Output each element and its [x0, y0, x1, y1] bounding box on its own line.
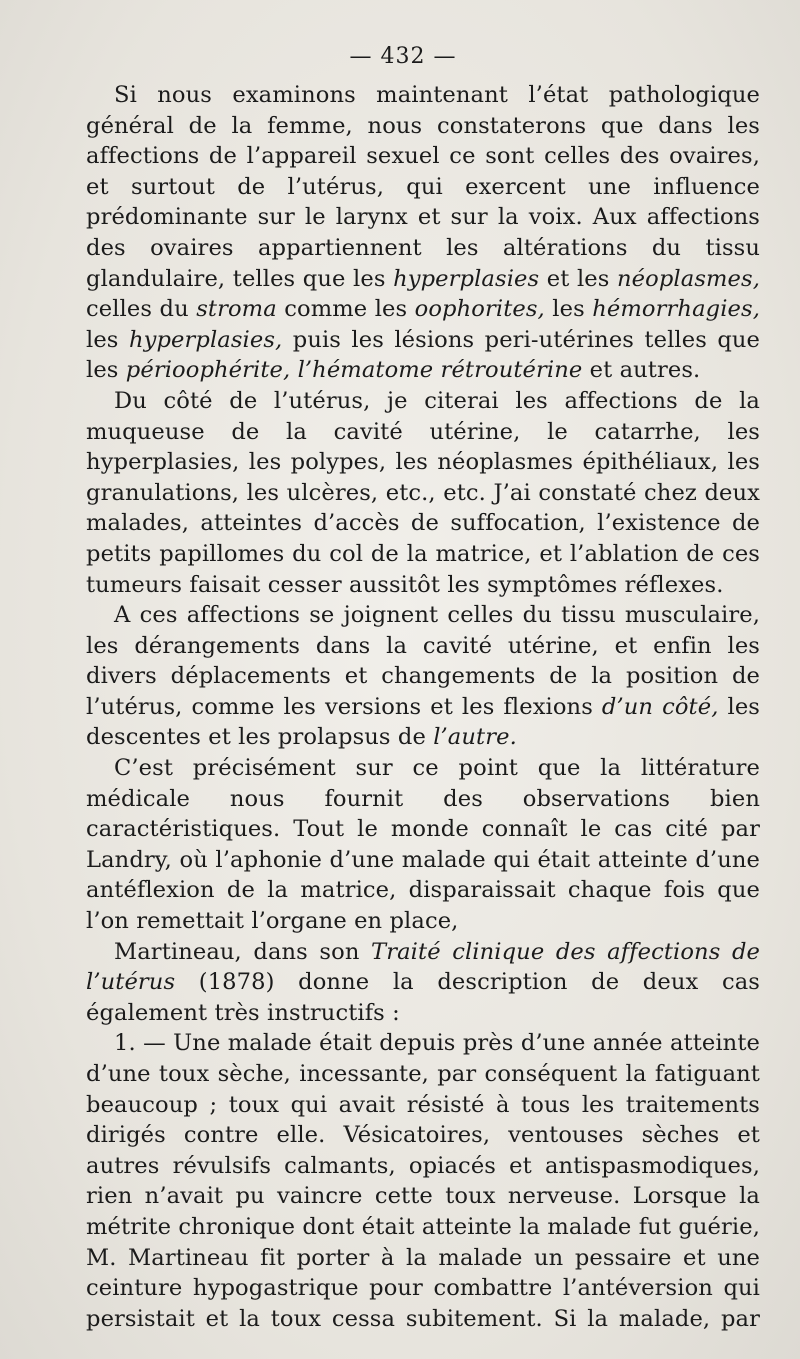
page-number: — 432 — — [349, 44, 457, 69]
text-run: comme les — [276, 296, 415, 323]
text-run: les — [544, 296, 593, 323]
text-run: et les — [539, 265, 618, 292]
text-run: Du côté de l’utérus, je citerai les affections de la muqueuse de la cavité utérine, le catarrhe, les hyperplasies, les polypes, les néoplasmes épithéliaux, les granulations, les ulcères, etc., etc. J’ai constaté chez deux malades, atteintes d’accès de suffocation, l’existence de petits papillomes du col de la matrice, et l’ablation de ces tumeurs faisait cesser aussitôt les symptômes réflexes. — [86, 387, 760, 598]
paragraph — [86, 937, 760, 1029]
text-run: C’est précisément sur ce point que la littérature médicale nous fournit des observations bien caractéristiques. Tout le monde connaît le cas cité par Landry, où l’aphonie d’une malade qui était atteinte d’une antéflexion de la matrice, disparaissait chaque fois que l’on remettait l’organe en place, — [86, 755, 760, 935]
text-run: et autres. — [582, 357, 701, 384]
paragraph — [86, 753, 760, 937]
italic-text: hémorrhagies, — [592, 296, 760, 323]
text-run: puis les lésions peri-utérines telles que les — [86, 326, 761, 384]
italic-text: d’un côté, — [601, 693, 719, 720]
text-run: A ces affections se joignent celles du tissu musculaire, les dérangements dans la cavité utérine, et enfin les divers déplacements et changements de la position de l’utérus, comme les versions et les flexions — [86, 602, 760, 720]
text-run: 1. — Une malade était depuis près d’une année atteinte d’une toux sèche, incessante, par conséquent la fatiguant beaucoup ; toux qui avait résisté à tous les traitements dirigés contre elle. Vésicatoires, ventouses sèches et autres révulsifs calmants, opiacés et antispasmodiques, rien n’avait pu vaincre cette toux nerveuse. Lorsque la métrite chronique dont était atteinte la malade fut guérie, M. Martineau fit porter à la malade un pessaire et une ceinture hypogastrique pour combattre l’antéversion qui persistait et la toux cessa subitement. Si la malade, par — [86, 1030, 760, 1332]
italic-text: Traité clinique des affections de l’utérus — [86, 938, 760, 996]
italic-text: l’autre. — [433, 724, 517, 751]
text-run: les — [86, 326, 129, 353]
text-run: Si nous examinons maintenant l’état pathologique général de la femme, nous constaterons que dans les affections de l’appareil sexuel ce sont celles des ovaires, et surtout de l’utérus, qui exercent une influence prédominante sur le larynx et sur la voix. Aux affections des ovaires appartiennent les altérations du tissu glandulaire, telles que les — [86, 82, 760, 292]
italic-text: périoophérite, l’hématome rétroutérine — [125, 357, 583, 384]
italic-text: oophorites, — [414, 296, 545, 323]
text-run: les descentes et les prolapsus de — [86, 693, 760, 751]
paragraph — [86, 80, 760, 386]
paragraph — [86, 386, 760, 600]
paragraph — [86, 600, 760, 753]
paragraph — [86, 1028, 760, 1334]
text-run: celles du — [86, 296, 197, 323]
italic-text: stroma — [196, 296, 277, 323]
text-run: (1878) donne la description de deux cas également très instructifs : — [86, 969, 760, 1026]
italic-text: néoplasmes, — [617, 265, 760, 292]
body-text — [86, 80, 760, 1334]
italic-text: hyperplasies, — [128, 326, 283, 353]
text-run: Martineau, dans son — [114, 938, 372, 965]
italic-text: hyperplasies — [393, 265, 540, 292]
